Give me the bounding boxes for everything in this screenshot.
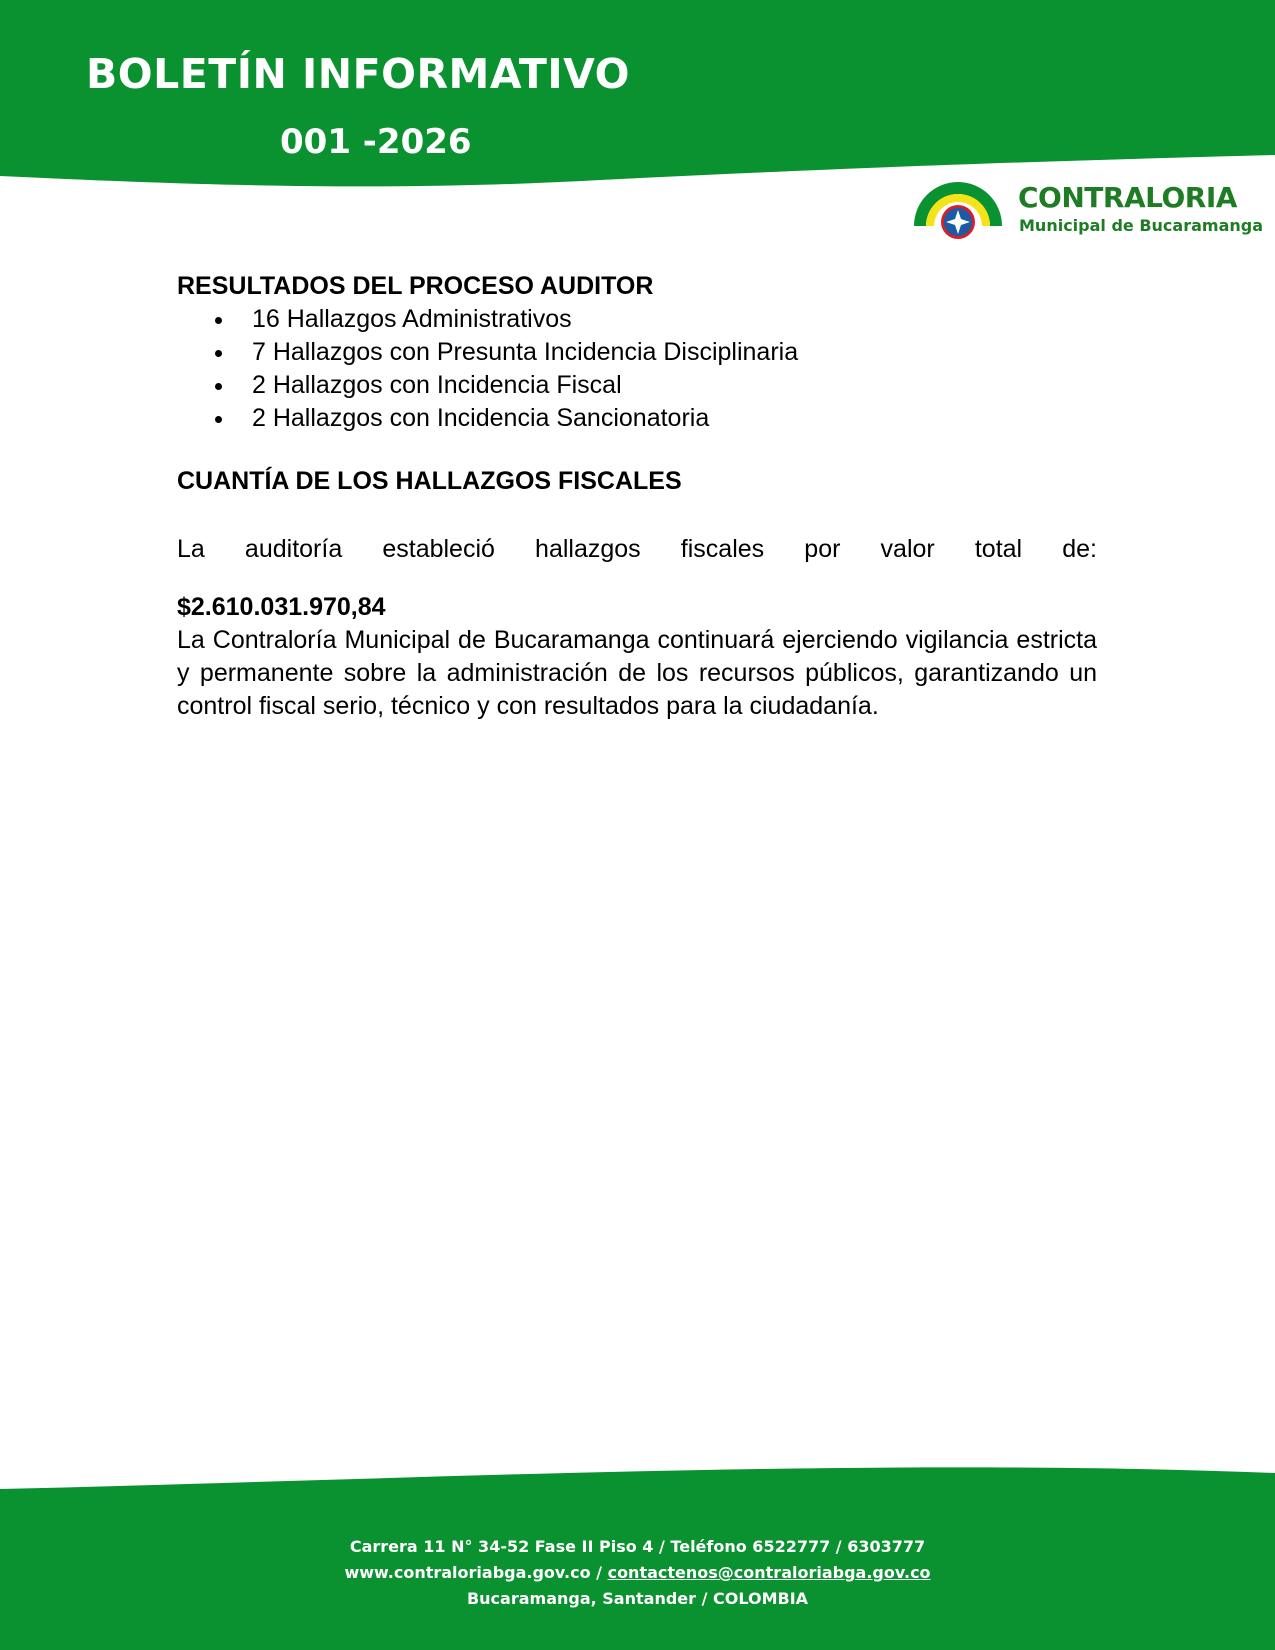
bulletin-number: 001 -2026 — [280, 122, 472, 162]
results-heading: RESULTADOS DEL PROCESO AUDITOR — [177, 272, 654, 300]
bullet-icon — [215, 416, 222, 423]
fiscal-amount: $2.610.031.970,84 — [177, 593, 386, 621]
finding-text: 7 Hallazgos con Presunta Incidencia Disciplinaria — [252, 338, 799, 366]
finding-text: 2 Hallazgos con Incidencia Fiscal — [252, 371, 622, 399]
list-item — [252, 303, 1097, 336]
footer-separator: / — [590, 1563, 608, 1582]
findings-list — [177, 303, 1097, 435]
list-item — [252, 402, 1097, 435]
list-item — [252, 336, 1097, 369]
contraloria-logo-icon — [912, 176, 1004, 240]
footer-banner — [0, 1465, 1275, 1650]
brand-subtitle: Municipal de Bucaramanga — [1019, 216, 1263, 235]
bullet-icon — [215, 350, 222, 357]
header-banner — [0, 0, 1275, 200]
bullet-icon — [215, 317, 222, 324]
brand-name: CONTRALORIA — [1018, 181, 1237, 214]
fiscal-statement: La auditoría estableció hallazgos fiscales por valor total de: — [177, 535, 1097, 563]
closing-paragraph: La Contraloría Municipal de Bucaramanga continuará ejerciendo vigilancia estricta y permanente sobre la administración de los recursos públicos, garantizando un control fiscal serio, técnico y con resultados para la ciudadanía. — [177, 626, 1097, 720]
footer-address: Carrera 11 N° 34-52 Fase II Piso 4 / Teléfono 6522777 / 6303777 — [349, 1537, 926, 1556]
website-link[interactable]: www.contraloriabga.gov.co — [344, 1563, 591, 1582]
list-item — [252, 369, 1097, 402]
bulletin-body — [177, 270, 1097, 723]
email-link[interactable]: contactenos@contraloriabga.gov.co — [607, 1563, 931, 1582]
footer-location: Bucaramanga, Santander / COLOMBIA — [466, 1589, 809, 1608]
bulletin-title: BOLETÍN INFORMATIVO — [86, 50, 630, 98]
footer-contact — [0, 1563, 1275, 1582]
bullet-icon — [215, 383, 222, 390]
fiscal-heading: CUANTÍA DE LOS HALLAZGOS FISCALES — [177, 467, 682, 495]
finding-text: 2 Hallazgos con Incidencia Sancionatoria — [252, 404, 710, 432]
finding-text: 16 Hallazgos Administrativos — [252, 305, 572, 333]
